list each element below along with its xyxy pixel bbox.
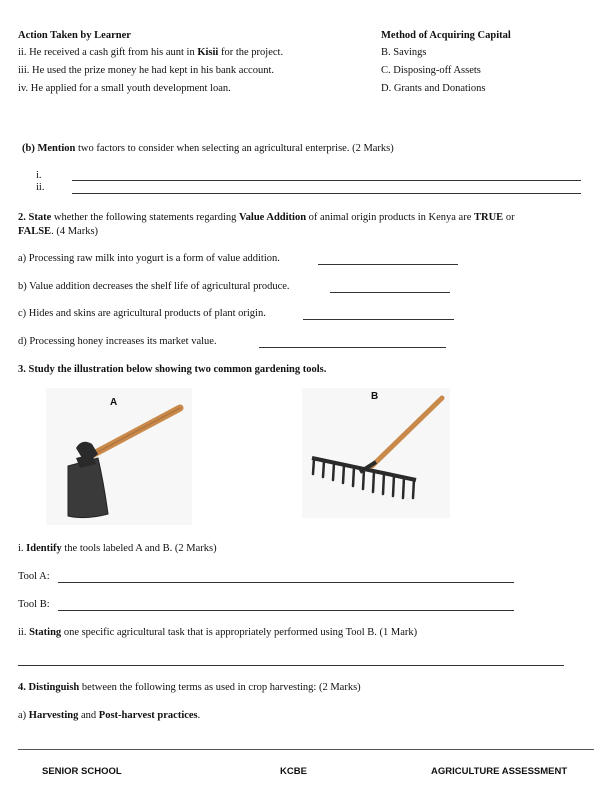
question-4: [18, 682, 361, 693]
footer-center: KCBE: [280, 766, 307, 777]
tool-a-answer-line[interactable]: [58, 582, 514, 583]
question-keyword: 2. State: [18, 212, 52, 223]
tool-a-label: Tool A:: [18, 571, 50, 582]
question-text: between the following terms as used in crop harvesting: (2 Marks): [79, 682, 361, 693]
question-keyword: 4. Distinguish: [18, 682, 80, 693]
answer-line[interactable]: [18, 665, 564, 666]
answer-item-label: ii.: [36, 182, 45, 193]
tool-b-label: Tool B:: [18, 599, 50, 610]
answer-line[interactable]: [259, 347, 446, 348]
rake-icon: [302, 388, 450, 518]
question-text: two factors to consider when selecting an agricultural enterprise. (2 Marks): [75, 143, 394, 154]
question-3ii: [18, 627, 417, 638]
row-text: for the project.: [218, 47, 284, 58]
table-header-action: Action Taken by Learner: [18, 30, 131, 41]
question-text: whether the following statements regarding: [51, 212, 240, 223]
question-keyword: FALSE: [18, 226, 52, 237]
table-header-method: Method of Acquiring Capital: [381, 30, 511, 41]
table-row-action: iii. He used the prize money he had kept in his bank account.: [18, 65, 275, 76]
statement: b) Value addition decreases the shelf life of agricultural produce.: [18, 281, 290, 292]
statement: a) Processing raw milk into yogurt is a form of value addition.: [18, 253, 280, 264]
answer-line[interactable]: [72, 180, 581, 181]
table-row-method: C. Disposing-off Assets: [381, 65, 481, 76]
question-text: or: [503, 212, 515, 223]
question-text: ii.: [18, 627, 30, 638]
rake-image: [302, 388, 450, 518]
question-4a: [18, 710, 200, 721]
tool-label-b: B: [371, 391, 379, 402]
question-keyword: Post-harvest practices: [98, 710, 198, 721]
table-row-action: iv. He applied for a small youth development loan.: [18, 83, 231, 94]
question-text: . (4 Marks): [51, 226, 99, 237]
row-bold: Kisii: [197, 47, 219, 58]
question-text: .: [197, 710, 201, 721]
answer-item-label: i.: [36, 170, 42, 181]
table-row-method: D. Grants and Donations: [381, 83, 486, 94]
question-3i: [18, 543, 217, 554]
hoe-icon: [46, 388, 192, 525]
table-row-action: [18, 47, 283, 58]
question-keyword: TRUE: [474, 212, 504, 223]
answer-line[interactable]: [318, 264, 458, 265]
footer-left: SENIOR SCHOOL: [42, 766, 122, 777]
question-text: a): [18, 710, 29, 721]
table-row-method: B. Savings: [381, 47, 427, 58]
question-2-cont: [18, 226, 98, 237]
question-text: i.: [18, 543, 27, 554]
answer-line[interactable]: [303, 319, 454, 320]
question-text: the tools labeled A and B. (2 Marks): [61, 543, 217, 554]
question-keyword: (b) Mention: [22, 143, 76, 154]
row-text: ii. He received a cash gift from his aunt in: [18, 47, 198, 58]
question-keyword: Identify: [26, 543, 62, 554]
question-3-heading: 3. Study the illustration below showing two common gardening tools.: [18, 364, 327, 375]
answer-line[interactable]: [330, 292, 450, 293]
footer-divider: [18, 749, 594, 750]
question-text: of animal origin products in Kenya are: [306, 212, 474, 223]
question-text: one specific agricultural task that is appropriately performed using Tool B. (1 Mark): [61, 627, 418, 638]
statement: d) Processing honey increases its market value.: [18, 336, 217, 347]
question-text: and: [78, 710, 99, 721]
tool-label-a: A: [110, 397, 118, 408]
question-keyword: Value Addition: [239, 212, 307, 223]
answer-line[interactable]: [72, 193, 581, 194]
question-keyword: Stating: [29, 627, 62, 638]
hoe-image: [46, 388, 192, 525]
question-keyword: Harvesting: [28, 710, 79, 721]
footer-right: AGRICULTURE ASSESSMENT: [431, 766, 568, 777]
question-2: [18, 212, 515, 223]
question-1b: [22, 143, 394, 154]
tool-b-answer-line[interactable]: [58, 610, 514, 611]
statement: c) Hides and skins are agricultural products of plant origin.: [18, 308, 266, 319]
